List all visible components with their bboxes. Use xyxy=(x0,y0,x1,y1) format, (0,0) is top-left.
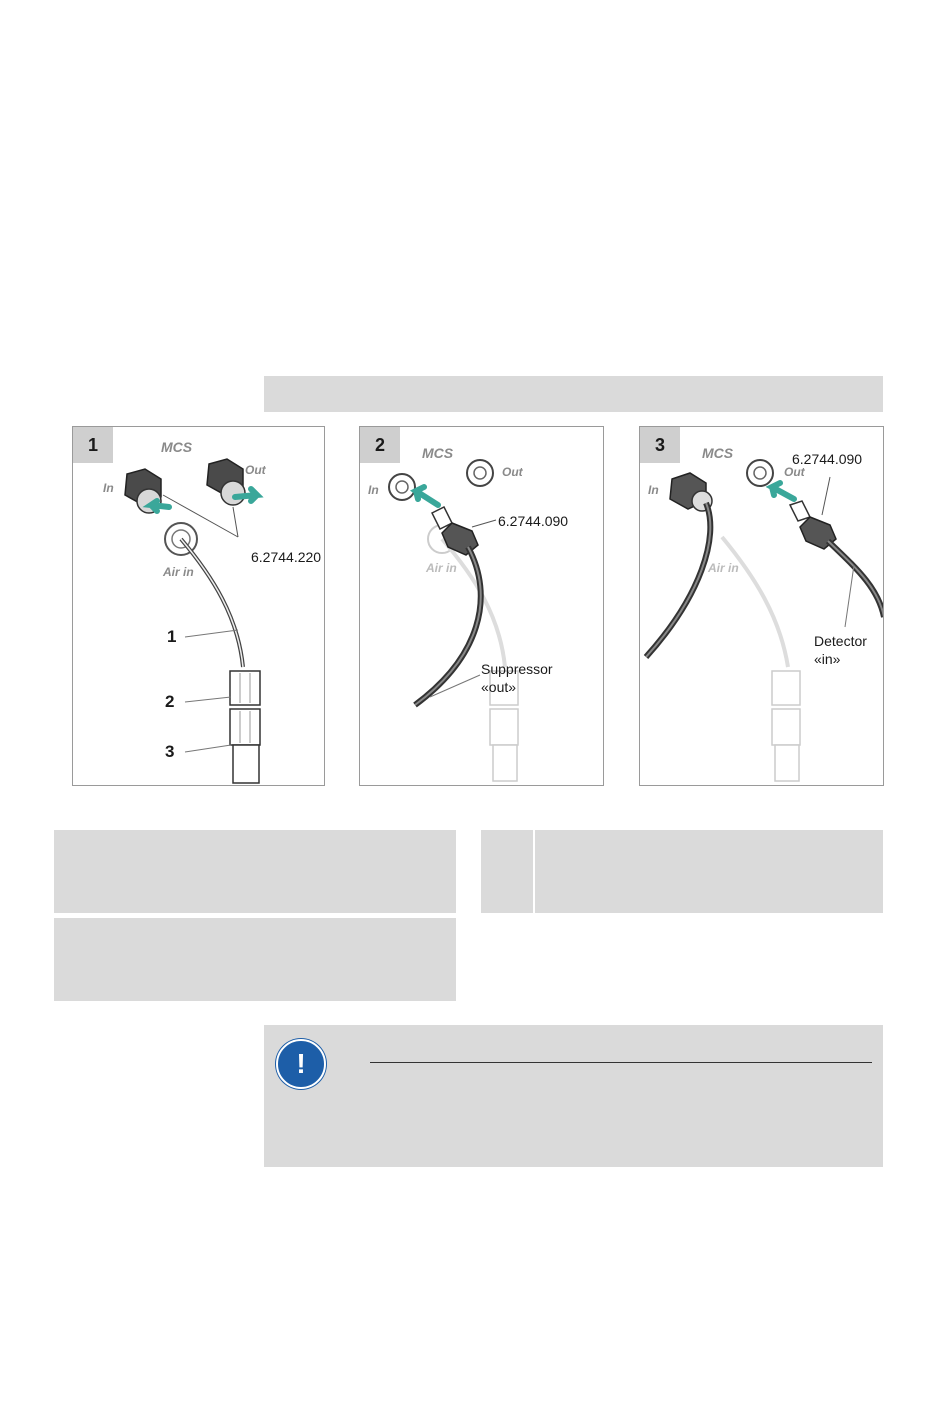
air-in-label: Air in xyxy=(708,561,739,575)
info-block-left-1 xyxy=(54,830,456,913)
air-in-label: Air in xyxy=(163,565,194,579)
part-number: 6.2744.090 xyxy=(498,513,569,529)
out-label: Out xyxy=(502,465,523,479)
note-box xyxy=(264,1025,883,1167)
callout-1: 1 xyxy=(167,627,177,646)
out-label: Out xyxy=(784,465,805,479)
step-number: 3 xyxy=(640,427,680,463)
part-number: 6.2744.090 xyxy=(792,451,863,467)
figure-panel-1 xyxy=(72,426,325,786)
exclamation-icon: ! xyxy=(276,1039,326,1089)
suppressor-out-label: «out» xyxy=(481,679,517,695)
note-title-rule xyxy=(370,1062,872,1063)
out-label: Out xyxy=(245,463,266,477)
in-label: In xyxy=(368,483,379,497)
panel-2-drawing xyxy=(360,427,604,786)
figure-panel-2 xyxy=(359,426,604,786)
in-label: In xyxy=(648,483,659,497)
step-number: 2 xyxy=(360,427,400,463)
in-label: In xyxy=(103,481,114,495)
callout-3: 3 xyxy=(165,742,175,761)
part-number: 6.2744.220 xyxy=(251,549,322,565)
mcs-label: MCS xyxy=(161,439,193,455)
mcs-label: MCS xyxy=(702,445,734,461)
detector-in-label: «in» xyxy=(814,651,841,667)
info-block-right xyxy=(481,830,883,913)
step-number: 1 xyxy=(73,427,113,463)
info-block-right-divider xyxy=(533,830,535,913)
info-block-left-2 xyxy=(54,918,456,1001)
panel-3-drawing xyxy=(640,427,884,786)
air-in-label: Air in xyxy=(426,561,457,575)
callout-2: 2 xyxy=(165,692,175,711)
figure-panel-3 xyxy=(639,426,884,786)
detector-label: Detector xyxy=(814,633,867,649)
suppressor-label: Suppressor xyxy=(481,661,553,677)
section-header-bar xyxy=(264,376,883,412)
mcs-label: MCS xyxy=(422,445,454,461)
